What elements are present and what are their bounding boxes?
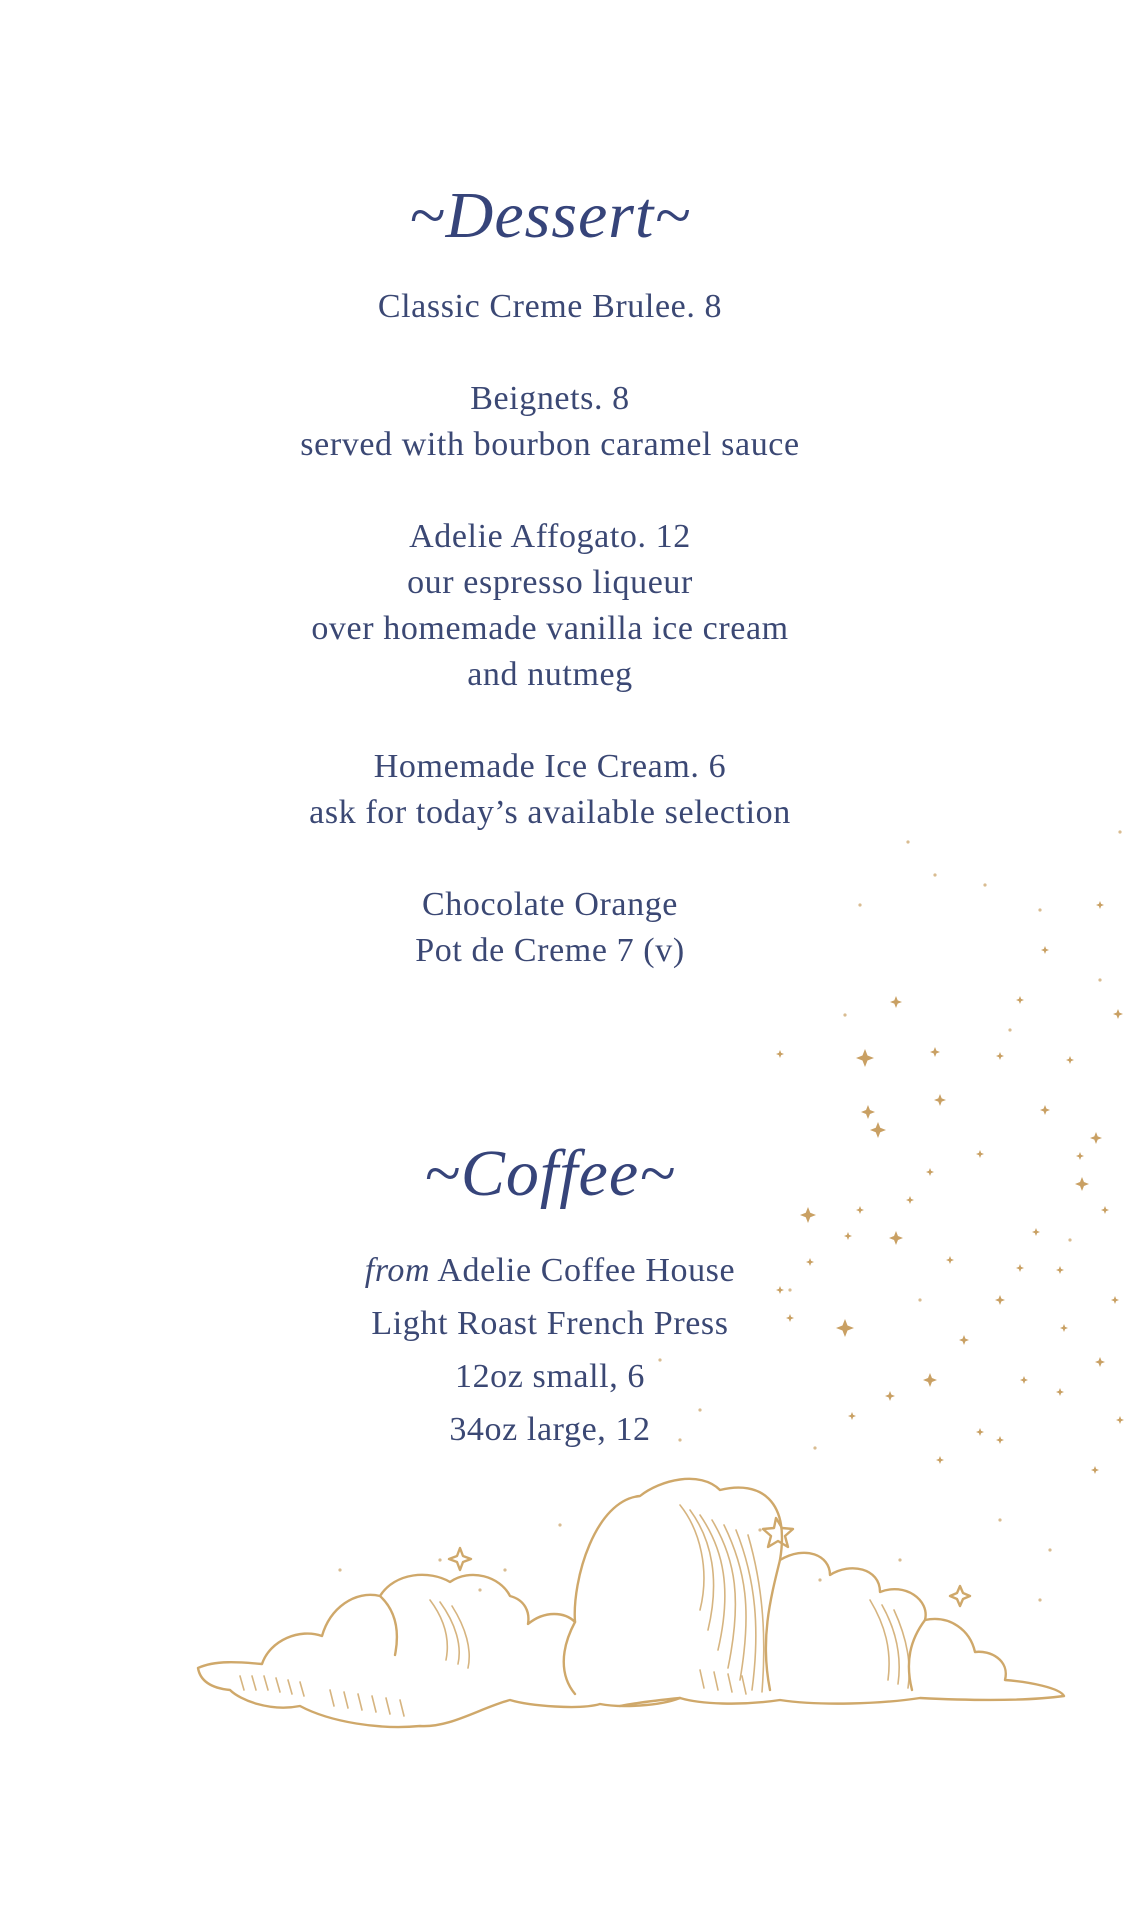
dessert-item-description: served with bourbon caramel sauce — [300, 426, 800, 463]
dessert-item — [0, 284, 1100, 330]
dessert-list — [0, 284, 1100, 974]
dessert-item — [0, 744, 1100, 836]
sparkle-icon — [934, 1094, 946, 1106]
sparkle-dot-icon — [338, 1568, 341, 1571]
sparkle-dot-icon — [1008, 1028, 1011, 1031]
sparkle-icon — [1032, 1228, 1040, 1236]
dessert-item — [0, 376, 1100, 468]
sparkle-icon — [1101, 1206, 1109, 1214]
sparkle-dot-icon — [998, 1518, 1001, 1521]
sparkle-dot-icon — [818, 1578, 821, 1581]
sparkle-dot-icon — [558, 1523, 561, 1526]
sparkle-icon — [1016, 996, 1024, 1004]
coffee-line: Light Roast French Press — [371, 1305, 729, 1342]
sparkle-icon — [936, 1456, 944, 1464]
dessert-item-description: our espresso liqueur — [407, 564, 693, 601]
sparkle-icon — [1066, 1056, 1074, 1064]
sparkle-dot-icon — [1048, 1548, 1051, 1551]
coffee-line: 12oz small, 6 — [454, 1358, 646, 1395]
sparkle-dot-icon — [1068, 1238, 1071, 1241]
dessert-item-description: over homemade vanilla ice cream — [311, 610, 789, 647]
sparkle-dot-icon — [478, 1588, 481, 1591]
coffee-title: ~Coffee~ — [424, 1137, 676, 1210]
sparkle-icon — [844, 1232, 852, 1240]
sparkle-icon — [856, 1049, 874, 1067]
dessert-item-description: ask for today’s available selection — [309, 794, 791, 831]
sparkle-dot-icon — [503, 1568, 506, 1571]
sparkle-icon — [996, 1052, 1004, 1060]
sparkle-icon — [1040, 1105, 1050, 1115]
dessert-item-name: Adelie Affogato. 12 — [409, 518, 691, 555]
dessert-item-name: Chocolate Orange — [421, 886, 678, 923]
dessert-item-description: and nutmeg — [467, 656, 633, 693]
sparkle-icon — [889, 1231, 903, 1245]
sparkle-icon — [861, 1105, 875, 1119]
coffee-roaster: Adelie Coffee House — [437, 1252, 736, 1289]
sparkle-dot-icon — [1098, 978, 1101, 981]
dessert-item-description: Pot de Creme 7 (v) — [415, 932, 685, 969]
coffee-list — [0, 1244, 1100, 1456]
sparkle-icon — [890, 996, 902, 1008]
sparkle-dot-icon — [758, 1528, 761, 1531]
sparkle-icon — [1091, 1466, 1099, 1474]
dessert-item-name: Beignets. 8 — [470, 380, 630, 417]
sparkle-dot-icon — [1118, 830, 1121, 833]
dessert-item — [0, 882, 1100, 974]
dessert-title: ~Dessert~ — [408, 179, 692, 252]
coffee-source — [0, 1244, 1100, 1297]
sparkle-dot-icon — [898, 1558, 901, 1561]
sparkle-icon — [1116, 1416, 1124, 1424]
coffee-line: 34oz large, 12 — [449, 1411, 651, 1448]
sparkle-icon — [930, 1047, 940, 1057]
sparkle-icon — [776, 1050, 784, 1058]
sparkle-icon — [1113, 1009, 1123, 1019]
dessert-item — [0, 514, 1100, 698]
sparkle-dot-icon — [438, 1558, 441, 1561]
sparkle-icon — [1111, 1296, 1119, 1304]
sparkle-dot-icon — [1038, 1598, 1041, 1601]
coffee-from-label: from — [364, 1252, 431, 1289]
cloud-illustration-icon — [198, 1479, 1064, 1727]
dessert-item-name: Homemade Ice Cream. 6 — [373, 748, 727, 785]
dessert-item-name: Classic Creme Brulee. 8 — [377, 288, 723, 325]
sparkle-dot-icon — [843, 1013, 846, 1016]
